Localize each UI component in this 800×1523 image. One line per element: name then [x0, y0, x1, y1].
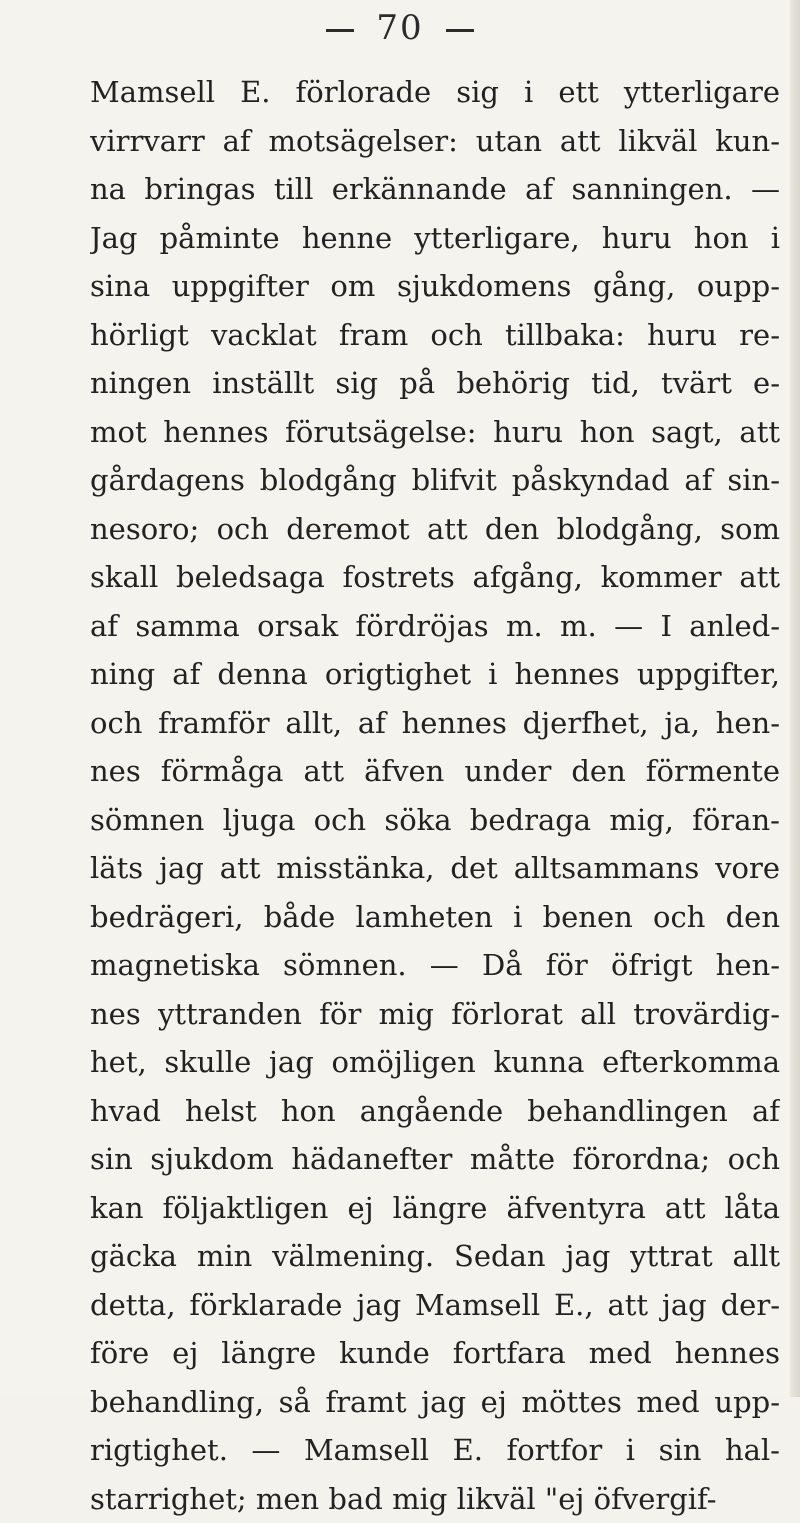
- text-line: gårdagens blodgång blifvit påskyndad af sin-: [90, 456, 780, 505]
- text-line: rigtighet. — Mamsell E. fortfor i sin hal-: [90, 1426, 780, 1475]
- page-edge-shadow: [790, 0, 800, 1397]
- text-line: Mamsell E. förlorade sig i ett ytterligare: [90, 68, 780, 117]
- text-line: nesoro; och deremot att den blodgång, som: [90, 505, 780, 554]
- text-line: ning af denna origtighet i hennes uppgifter,: [90, 650, 780, 699]
- body-text: [90, 68, 780, 1523]
- text-line: kan följaktligen ej längre äfventyra att låta: [90, 1184, 780, 1233]
- text-line: starrighet; men bad mig likväl "ej öfvergif-: [90, 1475, 780, 1523]
- text-line: af samma orsak fördröjas m. m. — I anled-: [90, 602, 780, 651]
- text-line: magnetiska sömnen. — Då för öfrigt hen-: [90, 941, 780, 990]
- text-line: före ej längre kunde fortfara med hennes: [90, 1329, 780, 1378]
- text-line: läts jag att misstänka, det alltsammans vore: [90, 844, 780, 893]
- page-number: 70: [376, 8, 423, 48]
- text-line: hörligt vacklat fram och tillbaka: huru re-: [90, 311, 780, 360]
- text-line: virrvarr af motsägelser: utan att likväl kun-: [90, 117, 780, 166]
- header-dash-left: [326, 29, 354, 32]
- text-line: sin sjukdom hädanefter måtte förordna; och: [90, 1135, 780, 1184]
- text-line: gäcka min välmening. Sedan jag yttrat allt: [90, 1232, 780, 1281]
- text-line: Jag påminte henne ytterligare, huru hon i: [90, 214, 780, 263]
- text-line: detta, förklarade jag Mamsell E., att jag der-: [90, 1281, 780, 1330]
- text-line: skall beledsaga fostrets afgång, kommer att: [90, 553, 780, 602]
- text-line: bedrägeri, både lamheten i benen och den: [90, 893, 780, 942]
- text-line: na bringas till erkännande af sanningen. —: [90, 165, 780, 214]
- page-header: [0, 8, 800, 48]
- text-line: nes förmåga att äfven under den förmente: [90, 747, 780, 796]
- text-line: och framför allt, af hennes djerfhet, ja, hen-: [90, 699, 780, 748]
- text-line: het, skulle jag omöjligen kunna efterkomma: [90, 1038, 780, 1087]
- text-line: sömnen ljuga och söka bedraga mig, föran-: [90, 796, 780, 845]
- header-dash-right: [446, 29, 474, 32]
- text-line: nes yttranden för mig förlorat all trovärdig-: [90, 990, 780, 1039]
- text-line: behandling, så framt jag ej möttes med upp-: [90, 1378, 780, 1427]
- text-line: hvad helst hon angående behandlingen af: [90, 1087, 780, 1136]
- text-line: mot hennes förutsägelse: huru hon sagt, att: [90, 408, 780, 457]
- text-line: ningen inställt sig på behörig tid, tvärt e-: [90, 359, 780, 408]
- text-line: sina uppgifter om sjukdomens gång, oupp-: [90, 262, 780, 311]
